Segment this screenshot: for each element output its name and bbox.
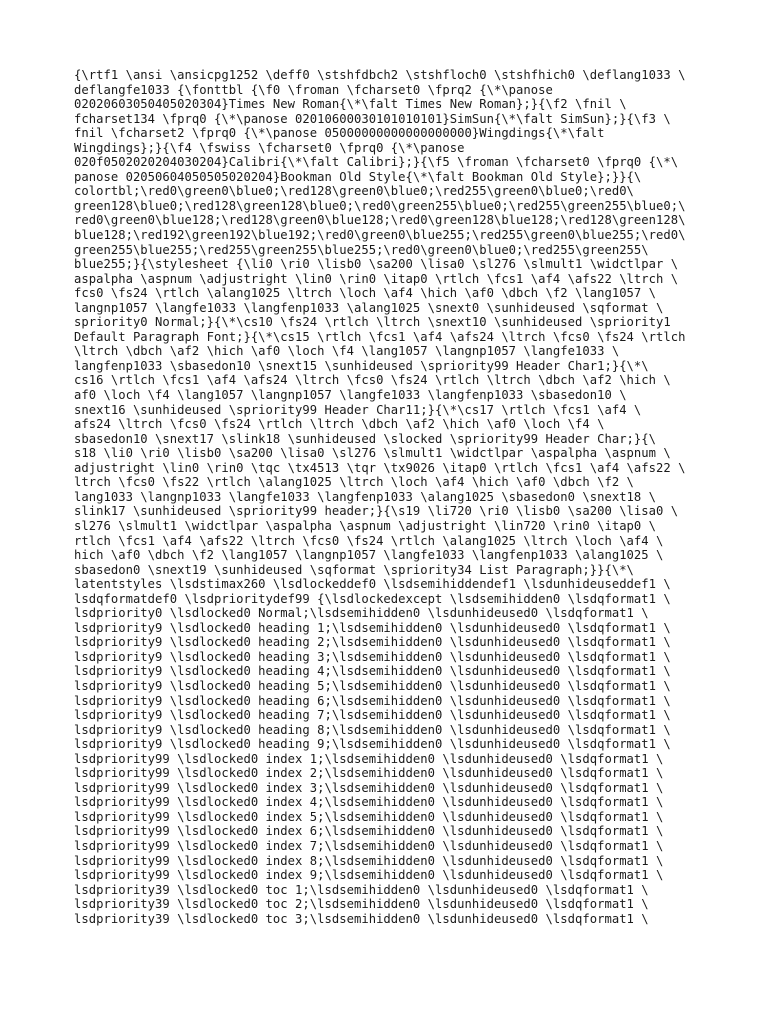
code-line: lsdpriority9 \lsdlocked0 heading 5;\lsdsemihidden0 \lsdunhideused0 \lsdqformat1 \ bbox=[74, 678, 671, 693]
code-line: lsdpriority9 \lsdlocked0 heading 2;\lsdsemihidden0 \lsdunhideused0 \lsdqformat1 \ bbox=[74, 635, 671, 650]
code-line: lsdpriority39 \lsdlocked0 toc 1;\lsdsemihidden0 \lsdunhideused0 \lsdqformat1 \ bbox=[74, 882, 649, 897]
code-line: fcs0 \fs24 \rtlch \alang1025 \ltrch \loch \af4 \hich \af0 \dbch \f2 \lang1057 \ bbox=[74, 286, 657, 301]
code-line: lsdpriority99 \lsdlocked0 index 2;\lsdsemihidden0 \lsdunhideused0 \lsdqformat1 \ bbox=[74, 766, 664, 781]
code-line: latentstyles \lsdstimax260 \lsdlockeddef0 \lsdsemihiddendef1 \lsdunhideuseddef1 \ bbox=[74, 577, 671, 592]
code-line: \ltrch \dbch \af2 \hich \af0 \loch \f4 \lang1057 \langnp1057 \langfe1033 \ bbox=[74, 344, 620, 359]
code-line: cs16 \rtlch \fcs1 \af4 \afs24 \ltrch \fcs0 \fs24 \rtlch \ltrch \dbch \af2 \hich \ bbox=[74, 373, 671, 388]
code-line: snext16 \sunhideused \spriority99 Header Char11;}{\*\cs17 \rtlch \fcs1 \af4 \ bbox=[74, 402, 642, 417]
code-line: {\rtf1 \ansi \ansicpg1252 \deff0 \stshfdbch2 \stshfloch0 \stshfhich0 \deflang1033 \ bbox=[74, 68, 686, 82]
code-line: hich \af0 \dbch \f2 \lang1057 \langnp1057 \langfe1033 \langfenp1033 \alang1025 \ bbox=[74, 548, 664, 563]
code-line: fcharset134 \fprq0 {\*\panose 02010600030101010101}SimSun{\*\falt SimSun};}{\f3 \ bbox=[74, 111, 671, 126]
code-line: 02020603050405020304}Times New Roman{\*\falt Times New Roman};}{\f2 \fnil \ bbox=[74, 97, 627, 112]
code-line: lsdpriority99 \lsdlocked0 index 8;\lsdsemihidden0 \lsdunhideused0 \lsdqformat1 \ bbox=[74, 853, 664, 868]
code-line: rtlch \fcs1 \af4 \afs22 \ltrch \fcs0 \fs24 \rtlch \alang1025 \ltrch \loch \af4 \ bbox=[74, 533, 664, 548]
code-line: lsdpriority9 \lsdlocked0 heading 7;\lsdsemihidden0 \lsdunhideused0 \lsdqformat1 \ bbox=[74, 708, 671, 723]
code-line: lsdpriority0 \lsdlocked0 Normal;\lsdsemihidden0 \lsdunhideused0 \lsdqformat1 \ bbox=[74, 606, 649, 621]
code-line: blue255;}{\stylesheet {\li0 \ri0 \lisb0 \sa200 \lisa0 \sl276 \slmult1 \widctlpar \ bbox=[74, 257, 679, 272]
code-line: lsdpriority9 \lsdlocked0 heading 6;\lsdsemihidden0 \lsdunhideused0 \lsdqformat1 \ bbox=[74, 693, 671, 708]
code-line: red0\green0\blue128;\red128\green0\blue128;\red0\green128\blue128;\red128\green128\ bbox=[74, 213, 686, 228]
code-line: 020f0502020204030204}Calibri{\*\falt Calibri};}{\f5 \froman \fcharset0 \fprq0 {\*\ bbox=[74, 155, 679, 170]
code-line: colortbl;\red0\green0\blue0;\red128\green0\blue0;\red255\green0\blue0;\red0\ bbox=[74, 184, 634, 199]
code-line: adjustright \lin0 \rin0 \tqc \tx4513 \tqr \tx9026 \itap0 \rtlch \fcs1 \af4 \afs22 \ bbox=[74, 460, 686, 475]
code-line: af0 \loch \f4 \lang1057 \langnp1057 \langfe1033 \langfenp1033 \sbasedon10 \ bbox=[74, 388, 627, 403]
code-line: aspalpha \aspnum \adjustright \lin0 \rin0 \itap0 \rtlch \fcs1 \af4 \afs22 \ltrch \ bbox=[74, 271, 679, 286]
code-line: lsdpriority99 \lsdlocked0 index 5;\lsdsemihidden0 \lsdunhideused0 \lsdqformat1 \ bbox=[74, 809, 664, 824]
code-line: fnil \fcharset2 \fprq0 {\*\panose 05000000000000000000}Wingdings{\*\falt bbox=[74, 126, 605, 141]
code-line: panose 02050604050505020204}Bookman Old Style{\*\falt Bookman Old Style};}}{\ bbox=[74, 169, 642, 184]
code-line: lsdpriority39 \lsdlocked0 toc 3;\lsdsemihidden0 \lsdunhideused0 \lsdqformat1 \ bbox=[74, 911, 649, 926]
code-line: lsdpriority99 \lsdlocked0 index 7;\lsdsemihidden0 \lsdunhideused0 \lsdqformat1 \ bbox=[74, 838, 664, 853]
code-line: lsdqformatdef0 \lsdprioritydef99 {\lsdlockedexcept \lsdsemihidden0 \lsdqformat1 \ bbox=[74, 591, 671, 606]
code-line: slink17 \sunhideused \spriority99 header;}{\s19 \li720 \ri0 \lisb0 \sa200 \lisa0 \ bbox=[74, 504, 679, 519]
code-line: Wingdings};}{\f4 \fswiss \fcharset0 \fprq0 {\*\panose bbox=[74, 140, 465, 155]
code-line: afs24 \ltrch \fcs0 \fs24 \rtlch \ltrch \dbch \af2 \hich \af0 \loch \f4 \ bbox=[74, 417, 605, 432]
code-line: blue128;\red192\green192\blue192;\red0\green0\blue255;\red255\green0\blue255;\red0\ bbox=[74, 228, 686, 243]
code-line: deflangfe1033 {\fonttbl {\f0 \froman \fcharset0 \fprq2 {\*\panose bbox=[74, 82, 553, 97]
code-line: lsdpriority99 \lsdlocked0 index 1;\lsdsemihidden0 \lsdunhideused0 \lsdqformat1 \ bbox=[74, 751, 664, 766]
code-line: langfenp1033 \sbasedon10 \snext15 \sunhideused \spriority99 Header Char1;}{\*\ bbox=[74, 358, 649, 373]
code-line: lsdpriority39 \lsdlocked0 toc 2;\lsdsemihidden0 \lsdunhideused0 \lsdqformat1 \ bbox=[74, 897, 649, 912]
code-line: lsdpriority9 \lsdlocked0 heading 4;\lsdsemihidden0 \lsdunhideused0 \lsdqformat1 \ bbox=[74, 664, 671, 679]
code-line: sbasedon0 \snext19 \sunhideused \sqformat \spriority34 List Paragraph;}}{\*\ bbox=[74, 562, 634, 577]
code-line: lsdpriority99 \lsdlocked0 index 4;\lsdsemihidden0 \lsdunhideused0 \lsdqformat1 \ bbox=[74, 795, 664, 810]
code-line: lsdpriority9 \lsdlocked0 heading 1;\lsdsemihidden0 \lsdunhideused0 \lsdqformat1 \ bbox=[74, 620, 671, 635]
rtf-source-text bbox=[74, 68, 764, 926]
code-line: Default Paragraph Font;}{\*\cs15 \rtlch \fcs1 \af4 \afs24 \ltrch \fcs0 \fs24 \rtlch bbox=[74, 329, 686, 344]
code-line: lsdpriority99 \lsdlocked0 index 9;\lsdsemihidden0 \lsdunhideused0 \lsdqformat1 \ bbox=[74, 868, 664, 883]
code-line: lsdpriority99 \lsdlocked0 index 3;\lsdsemihidden0 \lsdunhideused0 \lsdqformat1 \ bbox=[74, 780, 664, 795]
code-line: sl276 \slmult1 \widctlpar \aspalpha \aspnum \adjustright \lin720 \rin0 \itap0 \ bbox=[74, 518, 657, 533]
code-line: langnp1057 \langfe1033 \langfenp1033 \alang1025 \snext0 \sunhideused \sqformat \ bbox=[74, 300, 664, 315]
code-line: lsdpriority99 \lsdlocked0 index 6;\lsdsemihidden0 \lsdunhideused0 \lsdqformat1 \ bbox=[74, 824, 664, 839]
code-line: s18 \li0 \ri0 \lisb0 \sa200 \lisa0 \sl276 \slmult1 \widctlpar \aspalpha \aspnum \ bbox=[74, 446, 671, 461]
code-line: green255\blue255;\red255\green255\blue255;\red0\green0\blue0;\red255\green255\ bbox=[74, 242, 649, 257]
code-line: lsdpriority9 \lsdlocked0 heading 3;\lsdsemihidden0 \lsdunhideused0 \lsdqformat1 \ bbox=[74, 649, 671, 664]
code-line: ltrch \fcs0 \fs22 \rtlch \alang1025 \ltrch \loch \af4 \hich \af0 \dbch \f2 \ bbox=[74, 475, 634, 490]
code-line: lang1033 \langnp1033 \langfe1033 \langfenp1033 \alang1025 \sbasedon0 \snext18 \ bbox=[74, 489, 657, 504]
code-line: lsdpriority9 \lsdlocked0 heading 9;\lsdsemihidden0 \lsdunhideused0 \lsdqformat1 \ bbox=[74, 737, 671, 752]
code-line: lsdpriority9 \lsdlocked0 heading 8;\lsdsemihidden0 \lsdunhideused0 \lsdqformat1 \ bbox=[74, 722, 671, 737]
code-line: spriority0 Normal;}{\*\cs10 \fs24 \rtlch \ltrch \snext10 \sunhideused \spriority1 bbox=[74, 315, 671, 330]
code-line: sbasedon10 \snext17 \slink18 \sunhideused \slocked \spriority99 Header Char;}{\ bbox=[74, 431, 657, 446]
code-line: green128\blue0;\red128\green128\blue0;\red0\green255\blue0;\red255\green255\blue0;\ bbox=[74, 198, 686, 213]
